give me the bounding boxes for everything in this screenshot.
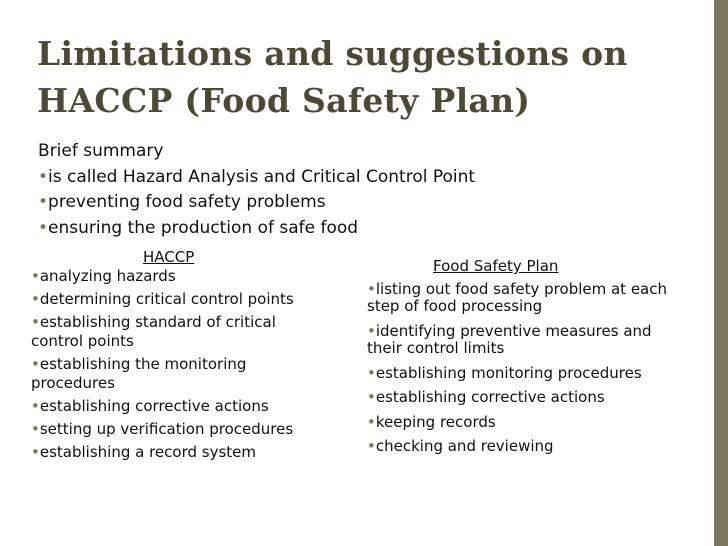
bullet-icon: • [31,355,40,373]
haccp-item-text: establishing the monitoring procedures [31,355,247,392]
bullet-icon: • [31,267,40,285]
haccp-item [31,420,331,439]
haccp-item-text: analyzing hazards [39,267,176,285]
summary-bullet-text: is called Hazard Analysis and Critical Control Point [48,166,476,187]
slide-title [37,30,707,124]
haccp-item [31,290,331,309]
food-safety-plan-item-text: establishing monitoring procedures [375,363,642,382]
food-safety-plan-item [367,438,667,456]
bullet-icon: • [31,290,40,308]
food-safety-plan-heading: Food Safety Plan [433,257,559,275]
haccp-item [31,355,331,393]
summary-bullet [38,216,678,242]
haccp-item [31,313,331,351]
title-line-2: HACCP (Food Safety Plan) [37,81,531,120]
haccp-item [31,397,331,416]
summary-heading: Brief summary [38,141,164,161]
bullet-icon: • [38,217,49,238]
bullet-icon: • [38,192,49,212]
food-safety-plan-item [367,281,667,316]
bullet-icon: • [38,166,49,187]
summary-bullet [38,190,678,216]
bullet-icon: • [367,388,376,406]
haccp-item [31,267,331,286]
bullet-icon: • [367,321,376,340]
food-safety-plan-item [367,323,667,358]
food-safety-plan-item-text: identifying preventive measures and their control limits [367,321,652,357]
food-safety-plan-item-text: listing out food safety problem at each step of food processing [367,279,668,315]
summary-bullet [38,165,678,191]
food-safety-plan-item [367,414,667,432]
bullet-icon: • [367,279,376,298]
haccp-item-text: establishing standard of critical control points [31,313,276,350]
title-line-1: Limitations and suggestions on [37,34,628,73]
food-safety-plan-item-text: checking and reviewing [375,437,554,455]
summary-bullet-text: ensuring the production of safe food [48,217,359,238]
bullet-icon: • [31,313,40,331]
haccp-item-text: establishing corrective actions [39,397,269,415]
haccp-item [31,443,331,462]
food-safety-plan-item-text: establishing corrective actions [375,388,605,406]
bullet-icon: • [367,437,376,455]
haccp-heading: HACCP [143,248,195,266]
food-safety-plan-item [367,365,667,383]
bullet-icon: • [367,363,376,382]
haccp-item-text: establishing a record system [39,443,256,461]
bullet-icon: • [31,420,40,438]
haccp-column [31,248,331,466]
summary-bullet-text: preventing food safety problems [48,192,326,212]
bullet-icon: • [367,412,376,431]
food-safety-plan-item-text: keeping records [375,412,496,431]
haccp-item-text: setting up verification procedures [39,420,294,438]
food-safety-plan-column [367,258,667,463]
bullet-icon: • [31,443,40,461]
haccp-item-text: determining critical control points [39,290,294,308]
summary-block [38,139,678,241]
bullet-icon: • [31,397,40,415]
food-safety-plan-item [367,389,667,407]
